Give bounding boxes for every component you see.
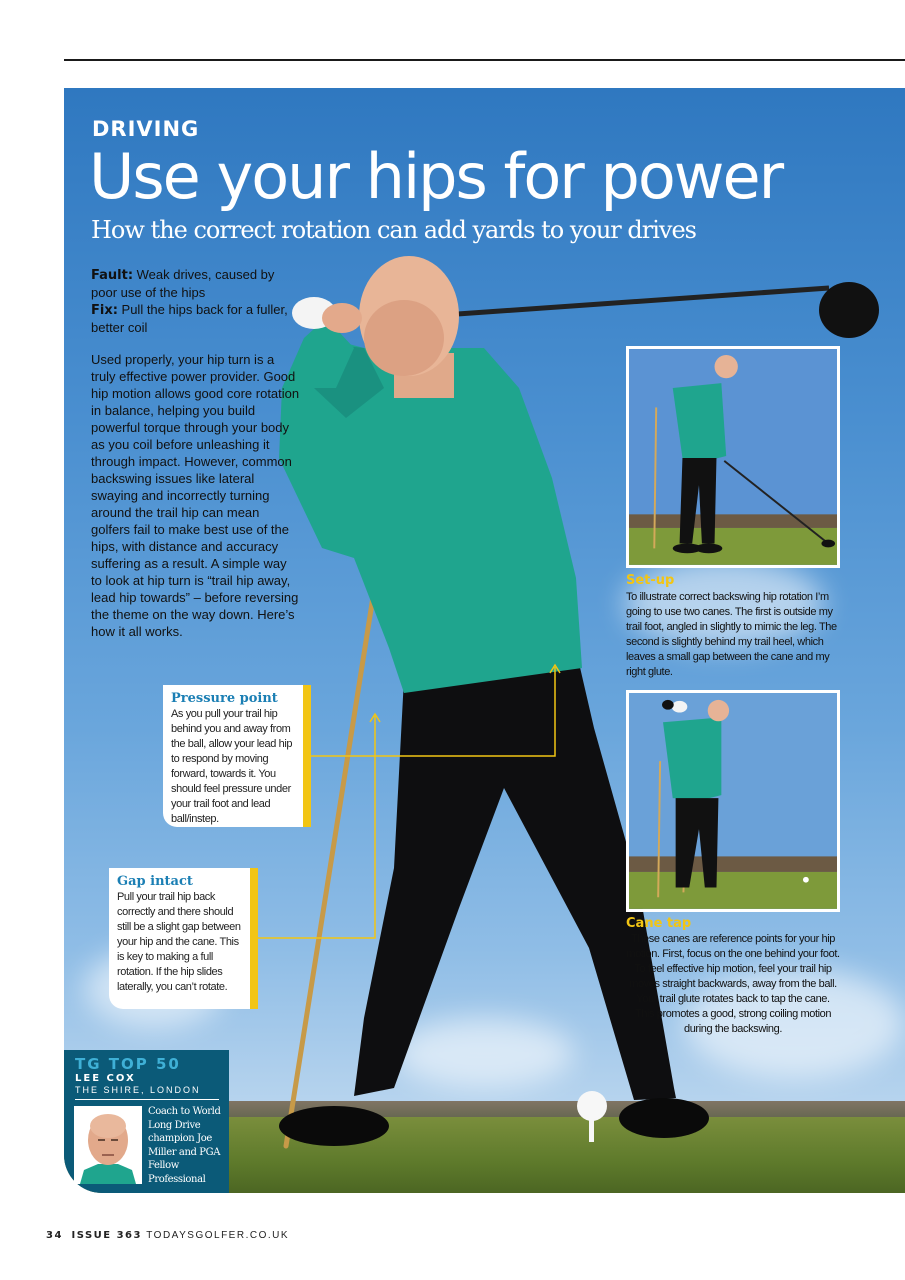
callout-text: Pull your trail hip back correctly and there should still be a slight gap between your hip and the cane. This is key to making a full rotation. If the hip slides laterally, you can’t rotate. xyxy=(117,891,241,993)
panel-divider xyxy=(75,1099,219,1100)
fault-text: Weak drives, caused by poor use of the hips xyxy=(91,267,275,300)
setup-photo xyxy=(626,346,840,568)
callout-gap-intact xyxy=(109,868,258,1009)
fault-label: Fault: xyxy=(91,268,134,283)
page-number: 34 xyxy=(46,1230,63,1241)
issue-number: ISSUE 363 xyxy=(71,1230,142,1241)
body-copy: Used properly, your hip turn is a truly effective power provider. Good hip motion allows good core rotation in balance, helping you build powerful torque through your body as you coil before unleashing it through impact. However, common backswing issues like lateral swaying and incorrectly turning around the trail hip can mean golfers fail to make best use of the hips, with distance and accuracy suffering as a result. A simple way to look at hip turn is “trail hip away, lead hip towards” – before reversing the theme on the way down. Here’s how it all works. xyxy=(91,352,300,639)
caption-title: Cane tap xyxy=(626,916,692,931)
coach-bio: Coach to World Long Drive champion Joe Miller and PGA Fellow Professional xyxy=(148,1106,221,1185)
website: TODAYSGOLFER.CO.UK xyxy=(146,1230,290,1241)
caption-title: Set-up xyxy=(626,573,675,588)
fix-text: Pull the hips back for a fuller, better coil xyxy=(91,302,288,335)
setup-illustration xyxy=(629,349,837,565)
headline: Use your hips for power xyxy=(89,140,783,213)
callout-pressure-point xyxy=(163,685,311,827)
coach-avatar xyxy=(74,1106,142,1184)
callout-title: Pressure point xyxy=(171,691,278,706)
callout-text: As you pull your trail hip behind you and away from the ball, allow your lead hip to respond by moving forward, towards it. You should feel pressure under your trail foot and lead ball/instep. xyxy=(171,708,293,825)
fix-label: Fix: xyxy=(91,303,118,318)
section-kicker: DRIVING xyxy=(92,117,200,141)
cane-tap-photo xyxy=(626,690,840,912)
coach-club: THE SHIRE, LONDON xyxy=(75,1085,201,1095)
callout-title: Gap intact xyxy=(117,874,193,889)
cane-tap-illustration xyxy=(629,693,837,909)
top50-label: TG TOP 50 xyxy=(75,1055,181,1073)
page-folio xyxy=(46,1230,289,1241)
coach-name: LEE COX xyxy=(75,1073,136,1084)
standfirst: How the correct rotation can add yards to your drives xyxy=(91,216,696,244)
coach-panel xyxy=(64,1050,229,1193)
caption-text: To illustrate correct backswing hip rotation I’m going to use two canes. The first is outside my trail foot, angled in slightly to mimic the leg. The second is slightly behind my trail heel, which leaves a small gap between the cane and my right glute. xyxy=(626,591,837,678)
caption-text: These canes are reference points for your hip motion. First, focus on the one behind your foot. To feel effective hip motion, feel your trail hip moves straight backwards, away from the ball. Your trail glute rotates back to tap the cane. This promotes a good, strong coiling motion during the backswing. xyxy=(626,933,840,1035)
